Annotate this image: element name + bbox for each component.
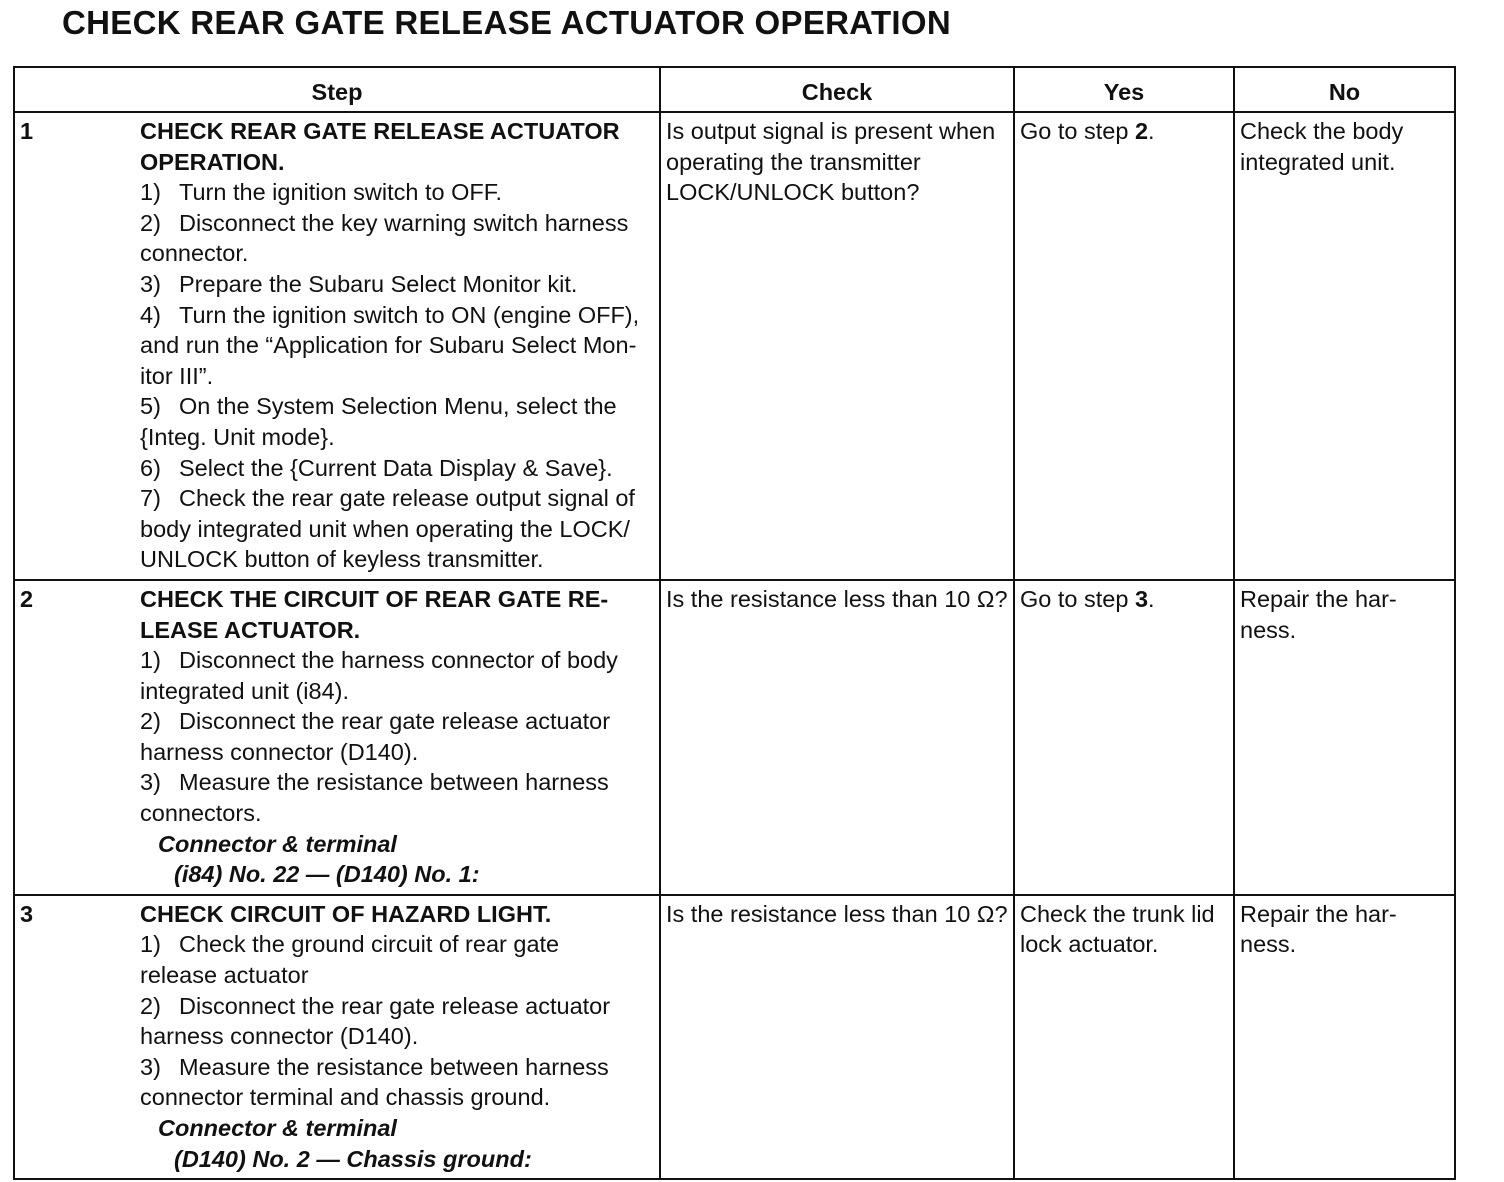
instruction-text: body integrated unit when operating the LOCK/ [140,515,630,542]
header-check: Check [660,67,1014,112]
instruction-text: Disconnect the harness connector of body [179,647,618,674]
instruction-line [140,483,654,514]
step-cell [14,895,660,1179]
yes-cell [1014,895,1234,1179]
instruction-text: Select the {Current Data Display & Save}. [179,454,613,481]
instruction-line [140,453,654,484]
instruction-number: 2) [140,708,161,735]
yes-cell [1014,580,1234,895]
instruction-text: Disconnect the rear gate release actuator [179,992,611,1019]
instruction-text: Turn the ignition switch to OFF. [179,179,503,206]
instruction-text: Disconnect the rear gate release actuator [179,708,611,735]
step-title-line: OPERATION. [140,148,285,175]
no-text: Check the body [1240,118,1404,144]
instruction-text: release actuator [140,962,309,989]
yes-text-end: . [1148,118,1155,144]
connector-terminal: (i84) No. 22 — (D140) No. 1: [174,861,480,888]
instruction-line [140,991,654,1022]
instruction-text: harness connector (D140). [140,738,419,765]
instruction-text: connector terminal and chassis ground. [140,1084,551,1111]
no-text: Repair the har- [1240,585,1397,612]
no-text: ness. [1240,616,1297,643]
instruction-text: Prepare the Subaru Select Monitor kit. [179,270,578,297]
table-row [14,895,1455,1179]
connector-heading: Connector & terminal [158,1115,397,1141]
check-text: Is the resistance less than 10 Ω? [666,900,1008,927]
instruction-line [140,177,654,208]
yes-step-number: 2 [1134,118,1149,144]
no-cell [1234,580,1455,895]
instruction-text: itor III”. [140,362,214,389]
instruction-number: 6) [140,454,161,481]
instruction-text: and run the “Application for Subaru Select Mon- [140,332,637,359]
no-text: ness. [1240,931,1297,958]
page-title: CHECK REAR GATE RELEASE ACTUATOR OPERATION [62,4,951,41]
instruction-text: Turn the ignition switch to ON (engine OFF), [179,301,640,328]
instruction-text: Check the rear gate release output signal of [179,485,635,512]
diagnostic-table [13,66,1456,1180]
instruction-text: connector. [140,240,249,267]
instruction-number: 1) [140,647,161,674]
instruction-line [140,391,654,422]
table-row [14,112,1455,580]
step-cell [14,580,660,895]
instruction-text: Disconnect the key warning switch harness [179,209,629,236]
no-cell [1234,112,1455,580]
instruction-number: 2) [140,209,161,236]
yes-step-number: 3 [1134,585,1149,612]
check-cell [660,112,1014,580]
instruction-line [140,706,654,737]
table-row [14,580,1455,895]
instruction-text: integrated unit (i84). [140,677,350,704]
instruction-line [140,645,654,676]
yes-text: Go to step [1020,585,1135,612]
instruction-text: UNLOCK button of keyless transmitter. [140,546,544,573]
connector-heading: Connector & terminal [158,830,397,857]
instruction-text: On the System Selection Menu, select the [179,393,617,420]
header-yes: Yes [1014,67,1234,112]
yes-cell [1014,112,1234,580]
instruction-number: 4) [140,301,161,328]
instruction-line [140,300,654,331]
connector-terminal: (D140) No. 2 — Chassis ground: [174,1145,532,1172]
no-cell [1234,895,1455,1179]
check-cell [660,895,1014,1179]
instruction-text: {Integ. Unit mode}. [140,423,335,450]
table-header-row [14,67,1455,112]
check-text: operating the transmitter [666,148,921,175]
check-text: Is output signal is present when [666,118,996,144]
check-cell [660,580,1014,895]
yes-text-end: . [1148,585,1155,612]
step-number: 2 [20,585,34,612]
instruction-line [140,929,654,960]
step-title-line: CHECK REAR GATE RELEASE ACTUATOR [140,118,620,144]
instruction-number: 2) [140,992,161,1019]
step-number: 1 [20,118,34,144]
header-no: No [1234,67,1455,112]
instruction-text: connectors. [140,800,262,827]
header-step: Step [14,67,660,112]
step-cell [14,112,660,580]
instruction-text: Measure the resistance between harness [179,1053,609,1080]
no-text: integrated unit. [1240,148,1396,175]
step-title-line: CHECK THE CIRCUIT OF REAR GATE RE- [140,585,609,612]
instruction-number: 3) [140,1053,161,1080]
instruction-number: 5) [140,393,161,420]
instruction-number: 1) [140,179,161,206]
step-title-line: LEASE ACTUATOR. [140,616,361,643]
step-title-line: CHECK CIRCUIT OF HAZARD LIGHT. [140,900,552,927]
instruction-text: Check the ground circuit of rear gate [179,931,560,958]
instruction-line [140,767,654,798]
instruction-line [140,208,654,239]
instruction-number: 7) [140,485,161,512]
check-text: LOCK/UNLOCK button? [666,179,920,206]
instruction-number: 1) [140,931,161,958]
instruction-text: harness connector (D140). [140,1023,419,1050]
check-text: Is the resistance less than 10 Ω? [666,585,1008,612]
yes-text: Go to step [1020,118,1135,144]
yes-text: Check the trunk lid [1020,900,1215,927]
instruction-number: 3) [140,270,161,297]
instruction-text: Measure the resistance between harness [179,769,609,796]
instruction-line [140,1052,654,1083]
yes-text: lock actuator. [1020,931,1159,958]
step-number: 3 [20,900,34,927]
no-text: Repair the har- [1240,900,1397,927]
instruction-line [140,269,654,300]
instruction-number: 3) [140,769,161,796]
